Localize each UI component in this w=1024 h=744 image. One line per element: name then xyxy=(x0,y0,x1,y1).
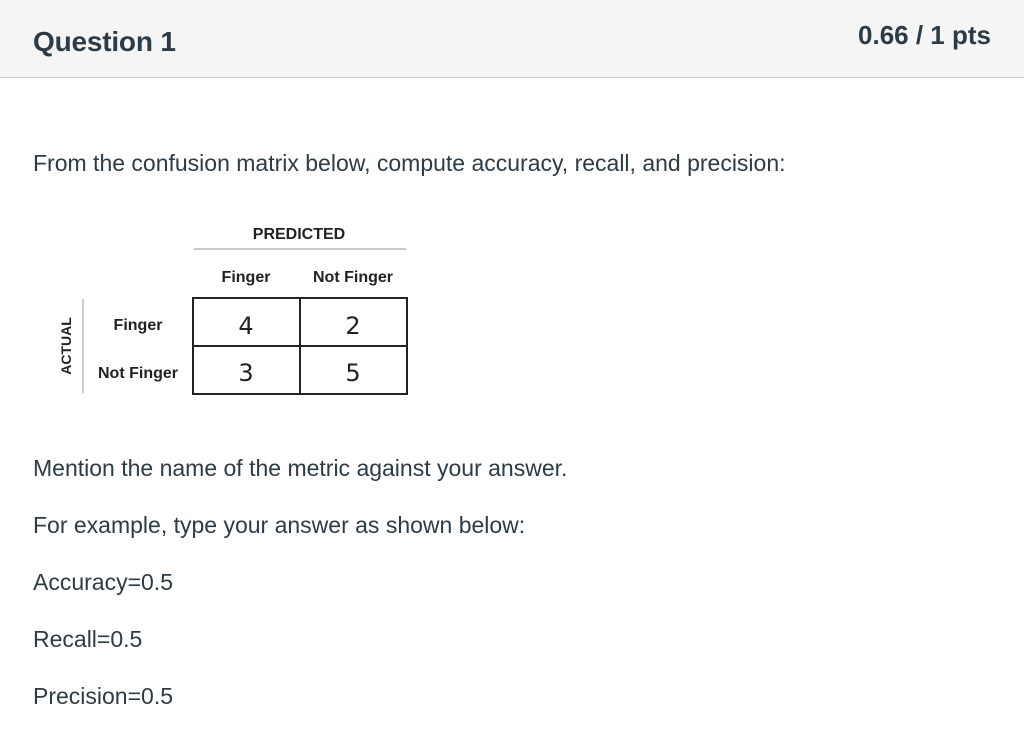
predicted-axis-label: PREDICTED xyxy=(252,226,346,243)
question-prompt: From the confusion matrix below, compute accuracy, recall, and precision: xyxy=(33,150,786,176)
example-accuracy: Accuracy=0.5 xyxy=(33,569,173,595)
actual-axis-label: ACTUAL xyxy=(58,317,74,375)
question-header xyxy=(0,0,1024,78)
cell-finger-finger: 4 xyxy=(238,312,254,340)
cell-not-finger-finger: 3 xyxy=(238,359,254,387)
instruction-line-1: Mention the name of the metric against your answer. xyxy=(33,455,568,481)
row-header-finger: Finger xyxy=(113,317,163,334)
question-title: Question 1 xyxy=(33,26,176,57)
cell-finger-not-finger: 2 xyxy=(345,312,361,340)
confusion-matrix-figure xyxy=(50,215,420,405)
column-header-finger: Finger xyxy=(221,269,271,286)
question-points: 0.66 / 1 pts xyxy=(858,20,991,50)
row-header-not-finger: Not Finger xyxy=(98,365,178,382)
example-precision: Precision=0.5 xyxy=(33,683,173,709)
cell-not-finger-not-finger: 5 xyxy=(345,359,361,387)
instruction-line-2: For example, type your answer as shown below: xyxy=(33,512,526,538)
column-header-not-finger: Not Finger xyxy=(313,269,393,286)
example-recall: Recall=0.5 xyxy=(33,626,143,652)
